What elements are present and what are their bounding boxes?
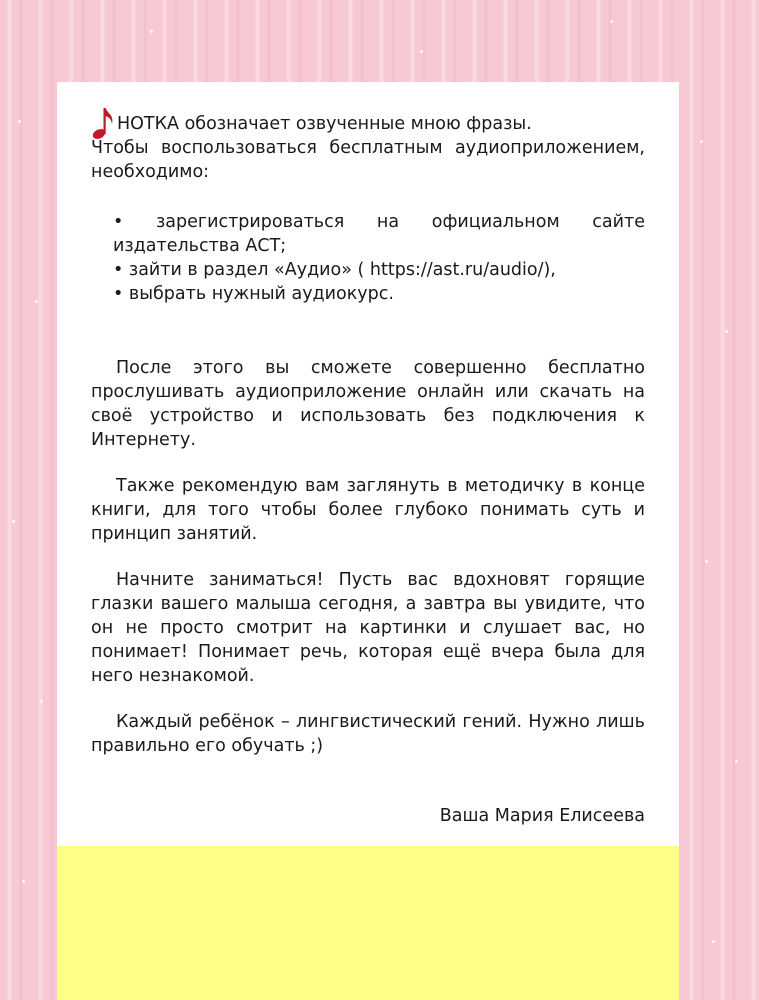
sparkle xyxy=(22,880,25,883)
sparkle xyxy=(610,20,613,23)
sparkle xyxy=(420,50,423,53)
note-legend-text: НОТКА обозначает озвученные мною фразы. xyxy=(117,114,532,134)
sparkle xyxy=(12,520,15,523)
paragraph-motivation: Начните заниматься! Пусть вас вдохновят горящие глазки вашего малыша сегодня, а завтра вы увидите, что он не просто смотрит на картинки и слушает вас, но понимает! Понимает речь, которая ещё вчера была для него незнакомой. xyxy=(91,570,645,686)
sparkle xyxy=(150,30,153,33)
sparkle xyxy=(712,940,715,943)
note-legend xyxy=(91,112,645,136)
sparkle xyxy=(700,140,703,143)
sparkle xyxy=(35,300,38,303)
list-item: • зарегистрироваться на официальном сайте издательства АСТ; xyxy=(113,212,645,256)
instruction-text: Чтобы воспользоваться бесплатным аудиоприложением, необходимо: xyxy=(91,138,645,182)
list-item: • зайти в раздел «Аудио» ( https://ast.ru/audio/), xyxy=(113,260,556,280)
sparkle xyxy=(40,700,43,703)
sparkle xyxy=(705,560,708,563)
paragraph-genius: Каждый ребёнок – лингвистический гений. Нужно лишь правильно его обучать ;) xyxy=(91,712,645,756)
music-note-icon xyxy=(91,106,115,140)
paragraph-access: После этого вы сможете совершенно бесплатно прослушивать аудиоприложение онлайн или скачать на своё устройство и использовать без подключения к Интернету. xyxy=(91,358,645,450)
sparkle xyxy=(735,760,738,763)
sparkle xyxy=(18,120,21,123)
author-signature: Ваша Мария Елисеева xyxy=(439,806,645,826)
list-item: • выбрать нужный аудиокурс. xyxy=(113,284,394,304)
paragraph-methodology: Также рекомендую вам заглянуть в методичку в конце книги, для того чтобы более глубоко понимать суть и принцип занятий. xyxy=(91,476,645,544)
steps-list xyxy=(91,210,645,306)
footer-yellow-band xyxy=(57,846,679,1000)
sparkle xyxy=(725,330,728,333)
page-content xyxy=(91,112,645,828)
